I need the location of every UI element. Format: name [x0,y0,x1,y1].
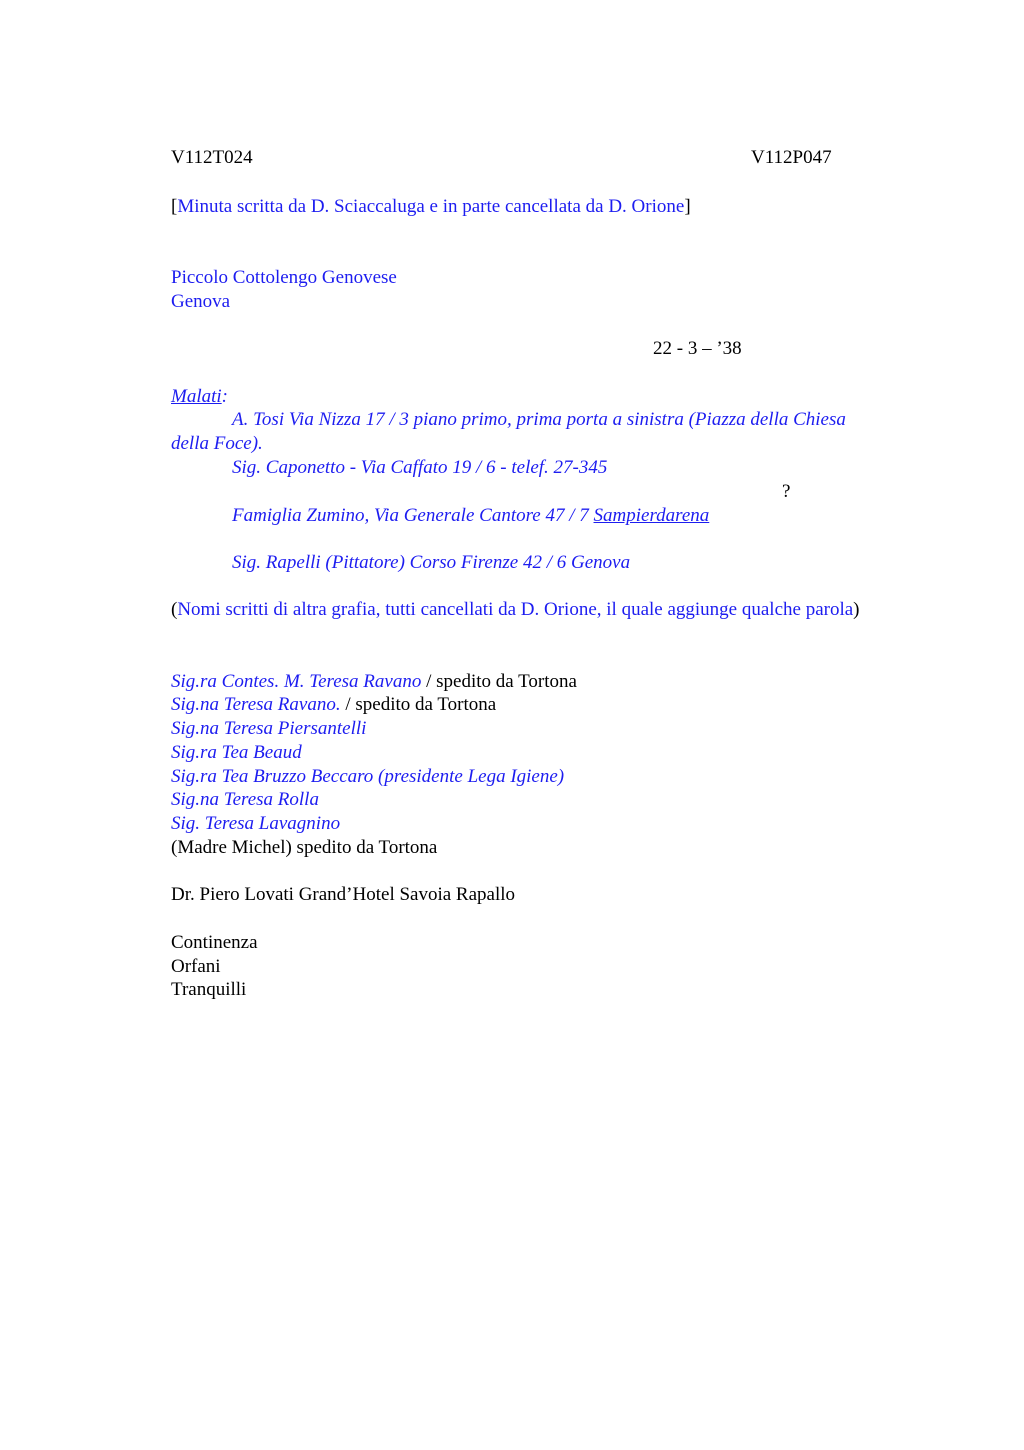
question-mark: ? [782,481,791,502]
paren-open: ( [171,599,178,620]
malati-entry-3 [232,504,709,528]
malati-entry-4: Sig. Rapelli (Pittatore) Corso Firenze 42 / 6 Genova [232,552,631,573]
closing-line-2: Orfani [171,956,221,977]
bracket-close: ] [684,196,691,217]
closing-line-1: Continenza [171,932,258,953]
malati-colon: : [221,386,228,407]
name-entry: Sig. Teresa Lavagnino [171,813,341,834]
closing-line-3: Tranquilli [171,979,247,1000]
letter-date: 22 - 3 – ’38 [653,338,742,359]
name-entry [171,693,496,717]
name-entry-suffix: / spedito da Tortona [340,694,497,715]
malati-entry-3-place: Sampierdarena [593,505,710,526]
letterhead-line-1: Piccolo Cottolengo Genovese [171,267,397,288]
editorial-note-1 [171,195,691,219]
name-entry: Sig.na Teresa Piersantelli [171,718,367,739]
name-entry: Sig.ra Tea Bruzzo Beccaro (presidente Lega Igiene) [171,766,565,787]
name-entry-name: Sig.ra Contes. M. Teresa Ravano [171,671,422,692]
malati-entry-1a: A. Tosi Via Nizza 17 / 3 piano primo, prima porta a sinistra (Piazza della Chiesa [232,409,846,430]
name-entry [171,670,577,694]
document-code-right: V112P047 [751,147,832,168]
document-code-left: V112T024 [171,147,253,168]
malati-entry-1b: della Foce). [171,433,263,454]
lovati-line: Dr. Piero Lovati Grand’Hotel Savoia Rapallo [171,884,516,905]
editorial-note-2 [171,598,860,622]
malati-entry-3-text: Famiglia Zumino, Via Generale Cantore 47 / 7 [232,505,594,526]
bracket-open: [ [171,196,178,217]
name-entry-suffix: / spedito da Tortona [421,671,577,692]
editorial-note-1-text: Minuta scritta da D. Sciaccaluga e in parte cancellata da D. Orione [177,196,685,217]
editorial-note-2-text: Nomi scritti di altra grafia, tutti cancellati da D. Orione, il quale aggiunge qualche parola [177,599,854,620]
name-entry: Sig.na Teresa Rolla [171,789,319,810]
malati-entry-2: Sig. Caponetto - Via Caffato 19 / 6 - telef. 27-345 [232,457,608,478]
paren-close: ) [853,599,860,620]
malati-label: Malati [171,386,222,407]
letterhead-line-2: Genova [171,291,231,312]
name-entry-name: Sig.na Teresa Ravano. [171,694,341,715]
malati-heading [171,385,228,409]
madre-michel-line: (Madre Michel) spedito da Tortona [171,837,438,858]
name-entry: Sig.ra Tea Beaud [171,742,302,763]
